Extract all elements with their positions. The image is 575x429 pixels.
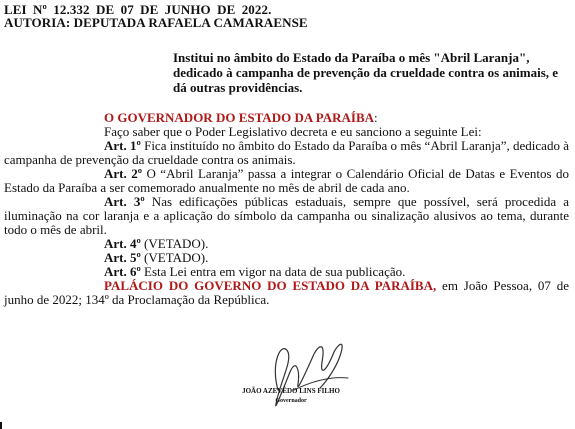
closing-clause [4,279,569,307]
governor-heading-colon: : [374,110,378,125]
article-4 [4,237,569,251]
article-text: Fica instituído no âmbito do Estado da Paraíba o mês “Abril Laranja”, dedicado à campanha de prevenção da crueldade contra os animais. [4,138,570,167]
article-6 [4,265,569,279]
article-label: Art. 3º [104,194,145,209]
article-text: O “Abril Laranja” passa a integrar o Calendário Oficial de Datas e Eventos do Estado da Paraíba a ser comemorado anualmente no mês de abril de cada ano. [4,166,570,195]
article-label: Art. 1º [104,138,141,153]
article-label: Art. 6º [104,264,141,279]
palace-name: PALÁCIO DO GOVERNO DO ESTADO DA PARAÍBA, [104,278,437,293]
signatory-name: JOÃO AZEVÊDO LINS FILHO [242,387,340,395]
article-text: (VETADO). [140,250,209,265]
signatory-role: Governador [275,398,307,404]
law-title: LEI Nº 12.332 DE 07 DE JUNHO DE 2022. [4,2,272,17]
closing-text: em João Pessoa, 07 de junho de 2022; 134º da Proclamação da República. [4,278,569,307]
article-5 [4,251,569,265]
article-label: Art. 4º [104,236,141,251]
article-2 [4,167,569,195]
enactment-clause: Faço saber que o Poder Legislativo decreta e eu sanciono a seguinte Lei: [104,124,482,139]
article-1 [4,139,569,167]
article-text: (VETADO). [140,236,209,251]
article-text: Nas edificações públicas estaduais, sempre que possível, será procedida a iluminação na cor laranja e a aplicação do símbolo da campanha ou sinalização alusivos ao tema, durante todo o mês de abril. [4,194,570,237]
article-label: Art. 5º [104,250,141,265]
law-summary: Institui no âmbito do Estado da Paraíba o mês "Abril Laranja", dedicado à campanha de prevenção da crueldade contra os animais, e dá outras providências. [173,50,559,95]
article-text: Esta Lei entra em vigor na data de sua publicação. [140,264,406,279]
article-3 [4,195,569,237]
article-label: Art. 2º [104,166,142,181]
governor-heading-text: O GOVERNADOR DO ESTADO DA PARAÍBA [104,110,375,125]
law-body [4,111,569,307]
page-edge-mark [0,422,2,429]
governor-heading [4,111,569,125]
law-authorship: AUTORIA: DEPUTADA RAFAELA CAMARAENSE [4,15,308,30]
